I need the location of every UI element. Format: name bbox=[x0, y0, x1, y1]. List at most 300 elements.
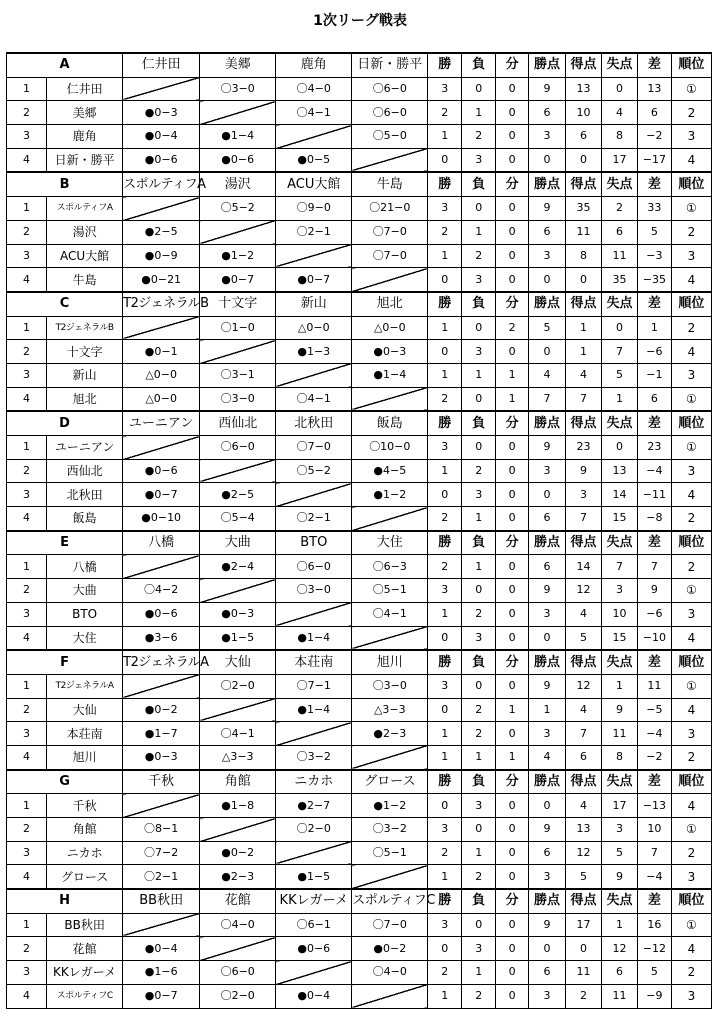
match-result: 〇3−2 bbox=[276, 745, 352, 769]
rank-cell: ① bbox=[671, 77, 711, 101]
stat-header: 負 bbox=[462, 411, 496, 435]
team-row bbox=[7, 865, 712, 889]
stat-header: 得点 bbox=[566, 292, 602, 316]
stat-header: 勝 bbox=[428, 53, 462, 77]
stat-cell: 6 bbox=[529, 841, 566, 865]
stat-cell: 0 bbox=[496, 268, 529, 292]
team-name: 千秋 bbox=[47, 794, 123, 818]
match-result: ●0−6 bbox=[276, 937, 352, 961]
stat-cell: 1 bbox=[428, 244, 462, 268]
stat-cell: 0 bbox=[462, 197, 496, 221]
row-number: 2 bbox=[7, 818, 47, 842]
row-number: 1 bbox=[7, 436, 47, 460]
group-header-row bbox=[7, 889, 712, 913]
stat-header: 勝点 bbox=[529, 172, 566, 196]
stat-header: 得点 bbox=[566, 650, 602, 674]
group-name: A bbox=[7, 53, 123, 77]
stat-header: 得点 bbox=[566, 531, 602, 555]
match-result: 〇5−1 bbox=[352, 841, 428, 865]
rank-cell: 3 bbox=[671, 865, 711, 889]
stat-cell: 16 bbox=[637, 913, 671, 937]
match-result: ●0−4 bbox=[123, 937, 200, 961]
stat-cell: 0 bbox=[496, 579, 529, 603]
stat-cell: 0 bbox=[428, 148, 462, 172]
match-result: 〇6−0 bbox=[352, 77, 428, 101]
stat-cell: 5 bbox=[601, 363, 637, 387]
stat-cell: 0 bbox=[496, 722, 529, 746]
stat-cell: 0 bbox=[496, 626, 529, 650]
stat-cell: −5 bbox=[637, 698, 671, 722]
stat-cell: 0 bbox=[428, 483, 462, 507]
stat-cell: 6 bbox=[601, 220, 637, 244]
match-result: ●2−5 bbox=[123, 220, 200, 244]
stat-cell: 0 bbox=[428, 794, 462, 818]
team-row bbox=[7, 937, 712, 961]
match-result: 〇6−0 bbox=[200, 436, 276, 460]
stat-cell: 3 bbox=[529, 459, 566, 483]
stat-header: 失点 bbox=[601, 411, 637, 435]
stat-cell: 2 bbox=[428, 220, 462, 244]
stat-cell: 10 bbox=[601, 602, 637, 626]
stat-cell: 2 bbox=[462, 244, 496, 268]
stat-cell: 0 bbox=[496, 101, 529, 125]
stat-header: 分 bbox=[496, 889, 529, 913]
team-row bbox=[7, 101, 712, 125]
stat-cell: 0 bbox=[529, 937, 566, 961]
self-match-cell bbox=[276, 125, 352, 149]
self-match-cell bbox=[352, 865, 428, 889]
stat-cell: 13 bbox=[601, 459, 637, 483]
rank-cell: 4 bbox=[671, 937, 711, 961]
stat-cell: 7 bbox=[566, 387, 602, 411]
self-match-cell bbox=[123, 913, 200, 937]
stat-header: 分 bbox=[496, 172, 529, 196]
team-row bbox=[7, 483, 712, 507]
stat-cell: 2 bbox=[462, 602, 496, 626]
stat-cell: 0 bbox=[529, 148, 566, 172]
match-result: ●1−2 bbox=[200, 244, 276, 268]
stat-header: 勝点 bbox=[529, 531, 566, 555]
stat-header: 勝点 bbox=[529, 650, 566, 674]
match-result: 〇2−1 bbox=[276, 220, 352, 244]
match-result: △3−3 bbox=[352, 698, 428, 722]
row-number: 2 bbox=[7, 340, 47, 364]
stat-cell: 3 bbox=[428, 436, 462, 460]
opponent-header: 飯島 bbox=[352, 411, 428, 435]
rank-cell: 4 bbox=[671, 340, 711, 364]
team-name: 大住 bbox=[47, 626, 123, 650]
rank-cell: 2 bbox=[671, 507, 711, 531]
stat-cell: 33 bbox=[637, 197, 671, 221]
self-match-cell bbox=[276, 602, 352, 626]
team-row bbox=[7, 316, 712, 340]
stat-cell: 14 bbox=[601, 483, 637, 507]
stat-cell: 7 bbox=[566, 507, 602, 531]
stat-header: 失点 bbox=[601, 531, 637, 555]
stat-header: 勝 bbox=[428, 292, 462, 316]
self-match-cell bbox=[352, 984, 428, 1008]
match-result: ●0−21 bbox=[123, 268, 200, 292]
opponent-header: KKレガーメ bbox=[276, 889, 352, 913]
match-result: 〇9−0 bbox=[276, 197, 352, 221]
match-result: ●0−7 bbox=[123, 483, 200, 507]
stat-cell: 7 bbox=[601, 555, 637, 579]
stat-cell: −12 bbox=[637, 937, 671, 961]
team-row bbox=[7, 698, 712, 722]
row-number: 2 bbox=[7, 698, 47, 722]
team-name: T2ジェネラルA bbox=[47, 674, 123, 698]
stat-header: 順位 bbox=[671, 531, 711, 555]
match-result: ●1−3 bbox=[276, 340, 352, 364]
stat-cell: 1 bbox=[496, 745, 529, 769]
rank-cell: 3 bbox=[671, 244, 711, 268]
stat-cell: 3 bbox=[462, 626, 496, 650]
stat-cell: 7 bbox=[529, 387, 566, 411]
stat-cell: 0 bbox=[428, 698, 462, 722]
rank-cell: 2 bbox=[671, 101, 711, 125]
rank-cell: 2 bbox=[671, 316, 711, 340]
team-name: ACU大館 bbox=[47, 244, 123, 268]
group-name: C bbox=[7, 292, 123, 316]
match-result: ●2−5 bbox=[200, 483, 276, 507]
team-name: 旭川 bbox=[47, 745, 123, 769]
stat-cell: 0 bbox=[496, 220, 529, 244]
match-result: 〇4−1 bbox=[200, 722, 276, 746]
stat-header: 順位 bbox=[671, 53, 711, 77]
opponent-header: 西仙北 bbox=[200, 411, 276, 435]
stat-header: 差 bbox=[637, 770, 671, 794]
stat-cell: −2 bbox=[637, 745, 671, 769]
team-row bbox=[7, 507, 712, 531]
opponent-header: 仁井田 bbox=[123, 53, 200, 77]
stat-cell: 12 bbox=[566, 841, 602, 865]
stat-cell: 5 bbox=[566, 865, 602, 889]
group-name: H bbox=[7, 889, 123, 913]
stat-cell: 1 bbox=[428, 722, 462, 746]
rank-cell: ① bbox=[671, 436, 711, 460]
match-result: ●0−6 bbox=[123, 459, 200, 483]
stat-cell: −3 bbox=[637, 244, 671, 268]
stat-cell: 3 bbox=[462, 937, 496, 961]
stat-cell: 4 bbox=[566, 602, 602, 626]
stat-cell: 2 bbox=[566, 984, 602, 1008]
stat-header: 順位 bbox=[671, 770, 711, 794]
stat-cell: 1 bbox=[529, 698, 566, 722]
group-name: F bbox=[7, 650, 123, 674]
stat-cell: 0 bbox=[529, 626, 566, 650]
stat-header: 勝 bbox=[428, 411, 462, 435]
match-result: 〇2−1 bbox=[276, 507, 352, 531]
stat-cell: 8 bbox=[601, 745, 637, 769]
stat-header: 得点 bbox=[566, 770, 602, 794]
stat-header: 負 bbox=[462, 889, 496, 913]
stat-header: 勝 bbox=[428, 531, 462, 555]
row-number: 2 bbox=[7, 579, 47, 603]
match-result: ●1−4 bbox=[352, 363, 428, 387]
stat-cell: 0 bbox=[529, 483, 566, 507]
match-result: 〇3−0 bbox=[200, 77, 276, 101]
stat-cell: 15 bbox=[601, 626, 637, 650]
match-result: ●0−4 bbox=[276, 984, 352, 1008]
stat-cell: 1 bbox=[601, 387, 637, 411]
team-name: グロース bbox=[47, 865, 123, 889]
match-result: 〇7−2 bbox=[123, 841, 200, 865]
stat-header: 負 bbox=[462, 292, 496, 316]
self-match-cell bbox=[200, 937, 276, 961]
stat-cell: 1 bbox=[462, 220, 496, 244]
stat-cell: 0 bbox=[496, 244, 529, 268]
stat-header: 負 bbox=[462, 770, 496, 794]
match-result: ●0−2 bbox=[352, 937, 428, 961]
team-name: 十文字 bbox=[47, 340, 123, 364]
stat-cell: 1 bbox=[462, 363, 496, 387]
rank-cell: ① bbox=[671, 818, 711, 842]
stat-cell: 0 bbox=[462, 316, 496, 340]
stat-cell: 7 bbox=[637, 555, 671, 579]
stat-cell: 0 bbox=[529, 268, 566, 292]
stat-header: 負 bbox=[462, 531, 496, 555]
self-match-cell bbox=[123, 674, 200, 698]
stat-cell: 13 bbox=[566, 77, 602, 101]
match-result: ●0−3 bbox=[352, 340, 428, 364]
stat-header: 負 bbox=[462, 53, 496, 77]
stat-header: 差 bbox=[637, 292, 671, 316]
opponent-header: 千秋 bbox=[123, 770, 200, 794]
stat-cell: −8 bbox=[637, 507, 671, 531]
stat-cell: 3 bbox=[428, 77, 462, 101]
opponent-header: 北秋田 bbox=[276, 411, 352, 435]
stat-cell: 0 bbox=[529, 340, 566, 364]
self-match-cell bbox=[352, 268, 428, 292]
team-name: KKレガーメ bbox=[47, 961, 123, 985]
stat-header: 順位 bbox=[671, 411, 711, 435]
rank-cell: 3 bbox=[671, 984, 711, 1008]
group-name: D bbox=[7, 411, 123, 435]
match-result: △0−0 bbox=[352, 316, 428, 340]
stat-cell: 0 bbox=[428, 626, 462, 650]
team-name: BB秋田 bbox=[47, 913, 123, 937]
match-result: 〇2−1 bbox=[123, 865, 200, 889]
stat-cell: 17 bbox=[601, 794, 637, 818]
match-result: 〇3−2 bbox=[352, 818, 428, 842]
match-result: 〇6−3 bbox=[352, 555, 428, 579]
team-row bbox=[7, 984, 712, 1008]
row-number: 3 bbox=[7, 722, 47, 746]
opponent-header: 牛島 bbox=[352, 172, 428, 196]
stat-cell: 13 bbox=[637, 77, 671, 101]
row-number: 1 bbox=[7, 316, 47, 340]
match-result: 〇6−0 bbox=[352, 101, 428, 125]
stat-cell: 0 bbox=[496, 865, 529, 889]
stat-cell: 6 bbox=[566, 745, 602, 769]
match-result: 〇3−0 bbox=[276, 579, 352, 603]
row-number: 3 bbox=[7, 244, 47, 268]
stat-header: 失点 bbox=[601, 650, 637, 674]
stat-header: 勝点 bbox=[529, 53, 566, 77]
match-result: △0−0 bbox=[123, 363, 200, 387]
stat-cell: 10 bbox=[566, 101, 602, 125]
row-number: 2 bbox=[7, 459, 47, 483]
match-result: 〇4−2 bbox=[123, 579, 200, 603]
stat-cell: 3 bbox=[601, 818, 637, 842]
opponent-header: 十文字 bbox=[200, 292, 276, 316]
row-number: 3 bbox=[7, 602, 47, 626]
stat-cell: 12 bbox=[601, 937, 637, 961]
stat-header: 差 bbox=[637, 53, 671, 77]
team-name: 西仙北 bbox=[47, 459, 123, 483]
stat-cell: 5 bbox=[601, 841, 637, 865]
team-row bbox=[7, 745, 712, 769]
self-match-cell bbox=[352, 507, 428, 531]
stat-cell: 4 bbox=[566, 794, 602, 818]
stat-cell: −10 bbox=[637, 626, 671, 650]
self-match-cell bbox=[276, 244, 352, 268]
stat-header: 差 bbox=[637, 172, 671, 196]
team-row bbox=[7, 818, 712, 842]
stat-header: 勝点 bbox=[529, 770, 566, 794]
self-match-cell bbox=[200, 459, 276, 483]
match-result: 〇7−0 bbox=[276, 436, 352, 460]
stat-cell: 9 bbox=[529, 197, 566, 221]
team-row bbox=[7, 148, 712, 172]
row-number: 3 bbox=[7, 961, 47, 985]
stat-header: 分 bbox=[496, 292, 529, 316]
stat-header: 負 bbox=[462, 650, 496, 674]
group-name: G bbox=[7, 770, 123, 794]
group-header-row bbox=[7, 53, 712, 77]
stat-header: 分 bbox=[496, 53, 529, 77]
match-result: ●0−2 bbox=[123, 698, 200, 722]
stat-header: 分 bbox=[496, 650, 529, 674]
stat-cell: 10 bbox=[637, 818, 671, 842]
match-result: 〇5−2 bbox=[276, 459, 352, 483]
stat-cell: 0 bbox=[601, 316, 637, 340]
team-row bbox=[7, 602, 712, 626]
match-result: ●0−6 bbox=[200, 148, 276, 172]
stat-header: 順位 bbox=[671, 650, 711, 674]
stat-cell: 0 bbox=[566, 148, 602, 172]
stat-cell: −6 bbox=[637, 602, 671, 626]
opponent-header: グロース bbox=[352, 770, 428, 794]
stat-header: 得点 bbox=[566, 53, 602, 77]
match-result: 〇2−0 bbox=[200, 674, 276, 698]
stat-header: 勝 bbox=[428, 650, 462, 674]
stat-cell: 1 bbox=[428, 602, 462, 626]
stat-cell: 0 bbox=[496, 436, 529, 460]
team-row bbox=[7, 555, 712, 579]
stat-cell: 3 bbox=[428, 674, 462, 698]
team-row bbox=[7, 722, 712, 746]
team-row bbox=[7, 77, 712, 101]
match-result: 〇7−1 bbox=[276, 674, 352, 698]
row-number: 4 bbox=[7, 984, 47, 1008]
stat-cell: 9 bbox=[566, 459, 602, 483]
stat-cell: 9 bbox=[529, 818, 566, 842]
stat-cell: 1 bbox=[566, 316, 602, 340]
row-number: 3 bbox=[7, 125, 47, 149]
team-row bbox=[7, 459, 712, 483]
stat-cell: 9 bbox=[529, 579, 566, 603]
stat-header: 順位 bbox=[671, 292, 711, 316]
rank-cell: 2 bbox=[671, 555, 711, 579]
team-row bbox=[7, 961, 712, 985]
match-result: 〇4−1 bbox=[352, 602, 428, 626]
match-result: ●0−3 bbox=[123, 745, 200, 769]
stat-header: 勝 bbox=[428, 889, 462, 913]
match-result: 〇7−0 bbox=[352, 244, 428, 268]
stat-cell: 3 bbox=[428, 818, 462, 842]
stat-cell: 9 bbox=[601, 698, 637, 722]
match-result: ●1−5 bbox=[200, 626, 276, 650]
row-number: 3 bbox=[7, 841, 47, 865]
stat-cell: −2 bbox=[637, 125, 671, 149]
match-result: 〇6−0 bbox=[276, 555, 352, 579]
stat-cell: 0 bbox=[462, 818, 496, 842]
opponent-header: 大仙 bbox=[200, 650, 276, 674]
stat-header: 勝 bbox=[428, 172, 462, 196]
opponent-header: T2ジェネラルB bbox=[123, 292, 200, 316]
stat-cell: −9 bbox=[637, 984, 671, 1008]
stat-cell: 3 bbox=[428, 579, 462, 603]
team-row bbox=[7, 387, 712, 411]
team-row bbox=[7, 244, 712, 268]
team-row bbox=[7, 674, 712, 698]
stat-cell: 14 bbox=[566, 555, 602, 579]
team-name: 花館 bbox=[47, 937, 123, 961]
group-header-row bbox=[7, 292, 712, 316]
match-result: 〇3−0 bbox=[352, 674, 428, 698]
match-result: 〇1−0 bbox=[200, 316, 276, 340]
opponent-header: T2ジェネラルA bbox=[123, 650, 200, 674]
rank-cell: 2 bbox=[671, 841, 711, 865]
match-result: ●0−7 bbox=[200, 268, 276, 292]
stat-cell: 3 bbox=[566, 483, 602, 507]
match-result: ●0−4 bbox=[123, 125, 200, 149]
rank-cell: 3 bbox=[671, 125, 711, 149]
team-row bbox=[7, 794, 712, 818]
stat-cell: 0 bbox=[496, 77, 529, 101]
team-name: BTO bbox=[47, 602, 123, 626]
match-result: ●3−6 bbox=[123, 626, 200, 650]
row-number: 4 bbox=[7, 507, 47, 531]
match-result: ●2−3 bbox=[200, 865, 276, 889]
stat-cell: 1 bbox=[601, 913, 637, 937]
opponent-header: 大住 bbox=[352, 531, 428, 555]
opponent-header: 旭北 bbox=[352, 292, 428, 316]
stat-cell: 1 bbox=[601, 674, 637, 698]
stat-cell: 6 bbox=[529, 220, 566, 244]
row-number: 2 bbox=[7, 101, 47, 125]
stat-header: 差 bbox=[637, 650, 671, 674]
self-match-cell bbox=[123, 555, 200, 579]
stat-cell: 0 bbox=[566, 268, 602, 292]
stat-cell: 9 bbox=[529, 674, 566, 698]
match-result: ●1−5 bbox=[276, 865, 352, 889]
stat-cell: 0 bbox=[496, 340, 529, 364]
team-name: 旭北 bbox=[47, 387, 123, 411]
stat-cell: 0 bbox=[496, 483, 529, 507]
stat-cell: 1 bbox=[496, 387, 529, 411]
stat-cell: 6 bbox=[601, 961, 637, 985]
stat-cell: −13 bbox=[637, 794, 671, 818]
match-result: ●0−2 bbox=[200, 841, 276, 865]
rank-cell: ① bbox=[671, 913, 711, 937]
stat-cell: 4 bbox=[601, 101, 637, 125]
stat-cell: 7 bbox=[637, 841, 671, 865]
stat-cell: 0 bbox=[496, 148, 529, 172]
rank-cell: 2 bbox=[671, 961, 711, 985]
stat-cell: 1 bbox=[428, 459, 462, 483]
